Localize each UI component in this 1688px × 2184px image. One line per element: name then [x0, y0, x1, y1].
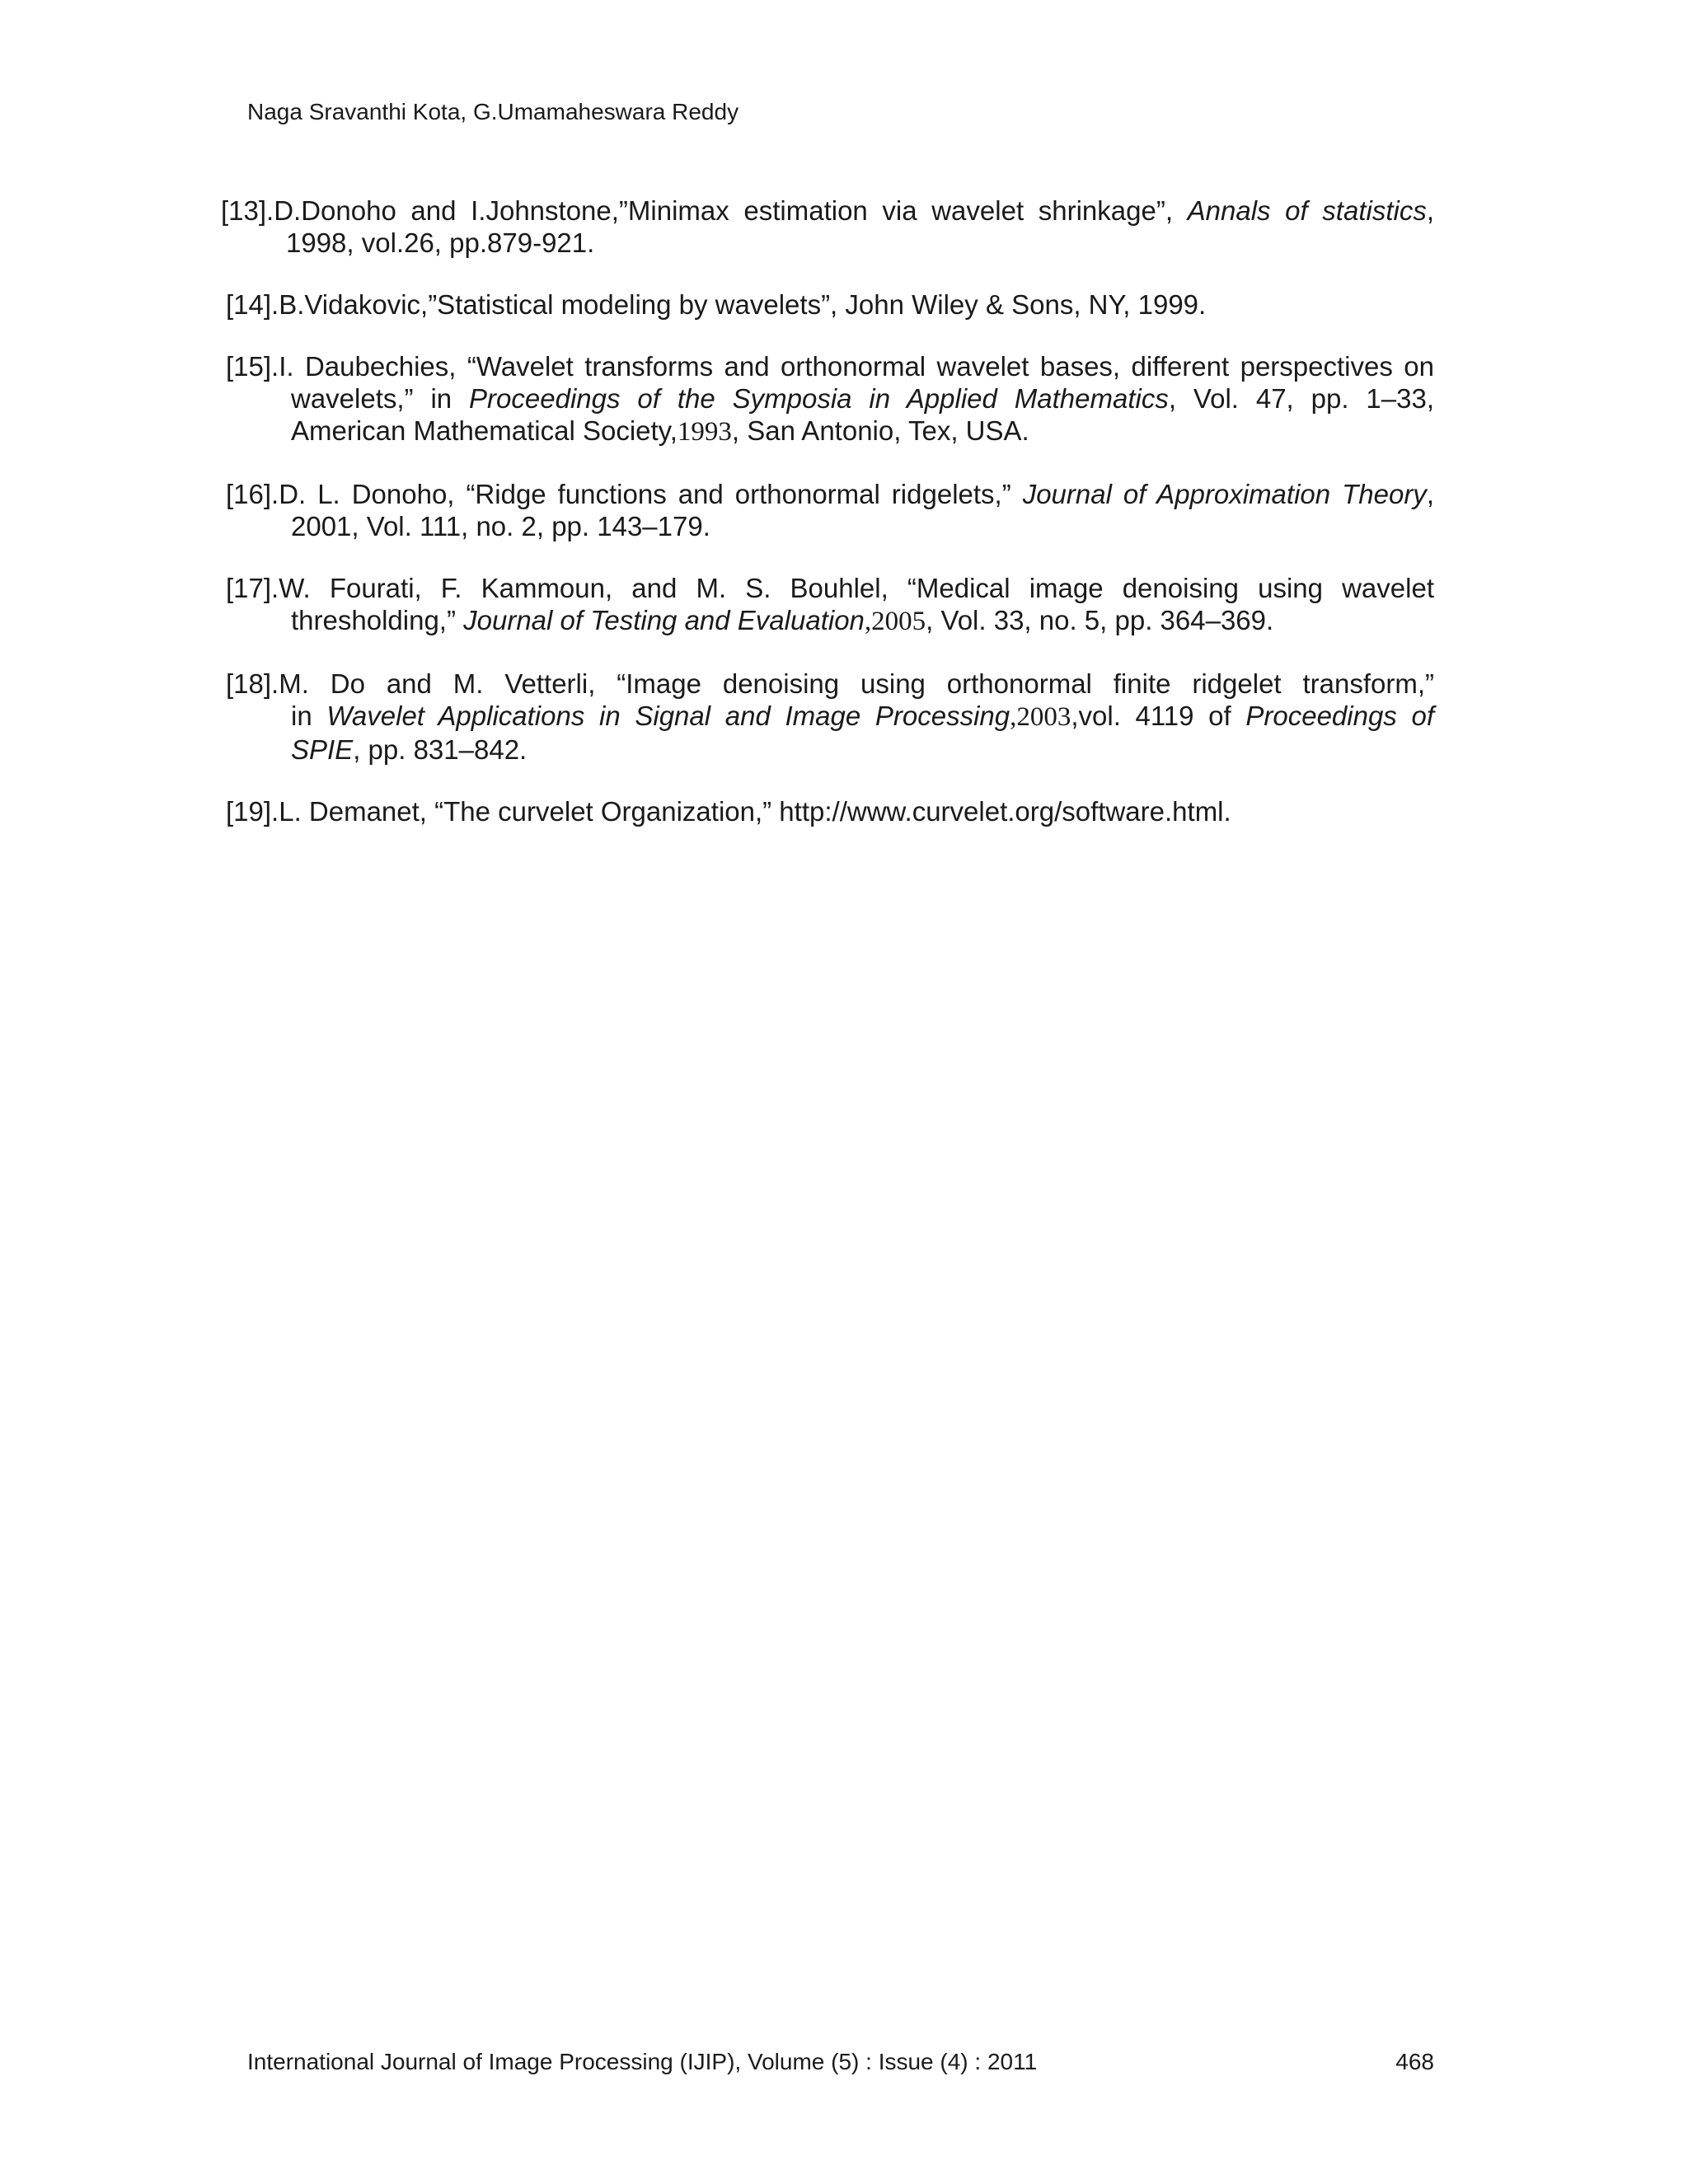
reference-15-proceedings: Proceedings of the Symposia in Applied Mathematics — [469, 383, 1169, 414]
reference-13-journal: Annals of statistics — [1187, 195, 1427, 226]
reference-18-book: Wavelet Applications in Signal and Image Processing — [326, 701, 1010, 731]
reference-18-line-1: [18].M. Do and M. Vetterli, “Image denoising using orthonormal finite ridgelet transform,” — [226, 668, 1434, 699]
reference-14 — [226, 288, 1434, 321]
page-number: 468 — [1395, 2049, 1434, 2074]
reference-17-line-2: thresholding,” Journal of Testing and Evaluation,2005, Vol. 33, no. 5, pp. 364–369. — [291, 605, 1274, 636]
reference-17-line-1: [17].W. Fourati, F. Kammoun, and M. S. Bouhlel, “Medical image denoising using wavelet — [226, 573, 1434, 603]
reference-18-series: Proceedings of — [1245, 701, 1434, 731]
reference-17 — [226, 572, 1434, 638]
reference-13 — [221, 194, 1434, 259]
reference-16-line-2: 2001, Vol. 111, no. 2, pp. 143–179. — [291, 511, 710, 541]
reference-13-line-1: [13].D.Donoho and I.Johnstone,”Minimax estimation via wavelet shrinkage”, Annals of statistics, — [221, 195, 1434, 226]
reference-15 — [226, 350, 1434, 448]
reference-19-line-1: [19].L. Demanet, “The curvelet Organization,” http://www.curvelet.org/software.html. — [226, 796, 1231, 827]
reference-18 — [226, 668, 1434, 766]
reference-19 — [226, 795, 1434, 827]
reference-15-line-3: American Mathematical Society,1993, San Antonio, Tex, USA. — [291, 415, 1029, 447]
reference-17-journal: Journal of Testing and Evaluation — [463, 605, 865, 635]
reference-13-line-2: 1998, vol.26, pp.879-921. — [286, 227, 595, 258]
reference-15-line-2: wavelets,” in Proceedings of the Symposia in Applied Mathematics, Vol. 47, pp. 1–33, — [291, 383, 1434, 414]
reference-18-line-3: SPIE, pp. 831–842. — [291, 734, 528, 765]
reference-16-journal: Journal of Approximation Theory — [1022, 479, 1427, 509]
running-header-authors: Naga Sravanthi Kota, G.Umamaheswara Reddy — [247, 99, 739, 124]
page-footer — [247, 2047, 1434, 2077]
reference-14-line-1: [14].B.Vidakovic,”Statistical modeling by wavelets”, John Wiley & Sons, NY, 1999. — [226, 289, 1207, 320]
reference-15-line-1: [15].I. Daubechies, “Wavelet transforms and orthonormal wavelet bases, different perspectives on — [226, 351, 1434, 382]
reference-16-line-1: [16].D. L. Donoho, “Ridge functions and orthonormal ridgelets,” Journal of Approximation Theory, — [226, 479, 1434, 509]
reference-16 — [226, 478, 1434, 542]
reference-18-series-name: SPIE — [291, 734, 354, 765]
references-list — [221, 194, 1434, 857]
reference-18-line-2: in Wavelet Applications in Signal and Image Processing,2003,vol. 4119 of Proceedings of — [291, 701, 1434, 732]
footer-journal-info: International Journal of Image Processing (IJIP), Volume (5) : Issue (4) : 2011 — [247, 2049, 1038, 2074]
